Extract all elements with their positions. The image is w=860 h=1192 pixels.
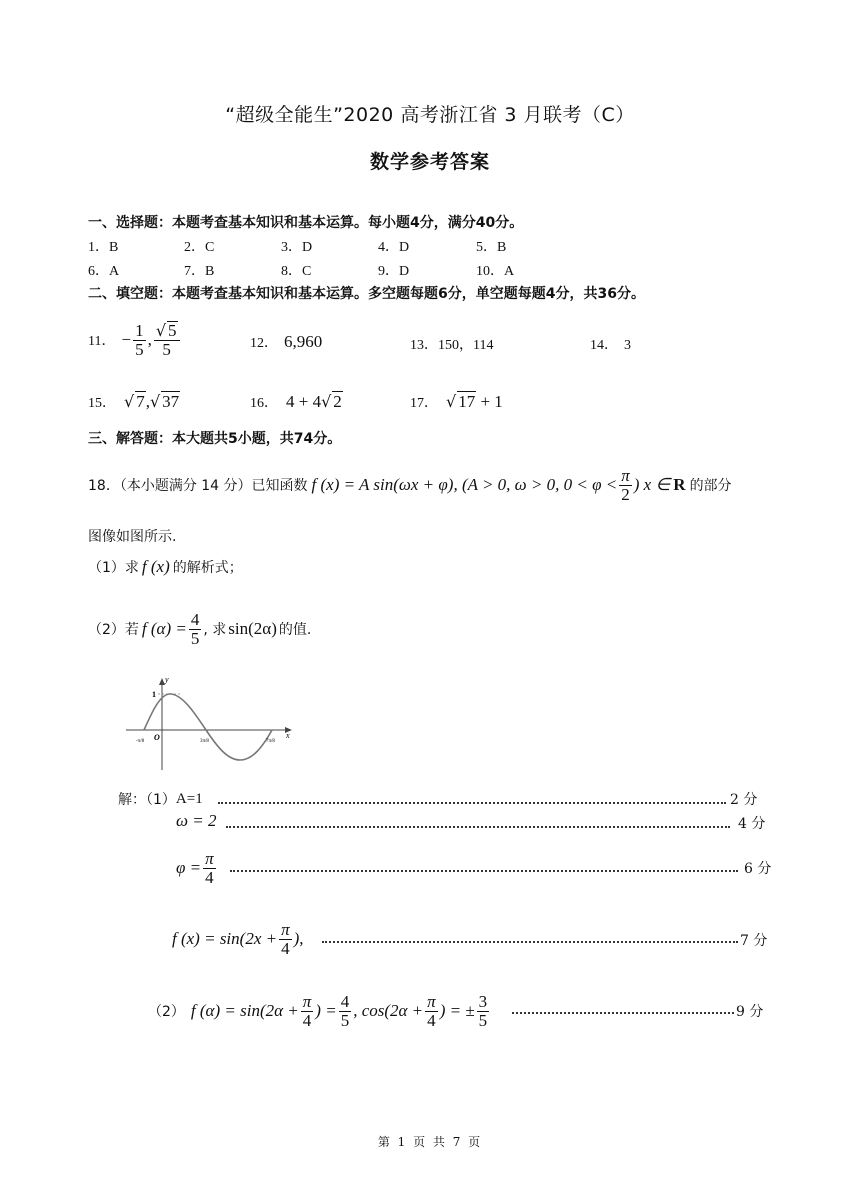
- answer-3: 3．D: [281, 240, 313, 255]
- answer-1: 1．B: [88, 240, 119, 255]
- section-3-heading: 三、解答题：本大题共5小题，共74分。: [88, 431, 342, 447]
- solution-line-3: φ = $\frac{\pi}{4}$: [176, 848, 214, 887]
- x-tick-3: 7π/8: [266, 739, 275, 744]
- answer-16: 16． 4 + 4√ 2: [250, 392, 342, 411]
- answer-11: 11． − $\frac{1}{5}$ , $\frac{√ 5}{5}$: [88, 318, 182, 362]
- leader-dots-5: [512, 1012, 734, 1014]
- answer-17: 17． √ 17 + 1: [410, 392, 503, 411]
- solution-line-2: ω = 2: [176, 811, 217, 830]
- score-3: 6 分: [744, 861, 772, 877]
- x-tick-1: -π/8: [136, 739, 145, 744]
- question-18-statement: 18．（本小题满分 14 分）已知函数 f (x) = A sin(ωx + φ), (A > 0, ω > 0, 0 < φ < $\frac{\pi}{2}$ ) x ∈ R 的部分: [88, 465, 732, 504]
- answer-8: 8．C: [281, 264, 312, 279]
- score-1: 2 分: [730, 792, 758, 808]
- answer-7: 7．B: [184, 264, 215, 279]
- section-2-heading: 二、填空题：本题考查基本知识和基本运算。多空题每题6分，单空题每题4分，共36分。: [88, 286, 645, 302]
- answer-13: 13．150，114: [410, 338, 494, 353]
- solution-part-2: （2） f (α) = sin(2α + $\frac{\pi}{4}$ ) = $\frac{4}{5}$ , cos(2α + $\frac{\pi}{4}$ ) = ± $\frac{3}{5}$: [148, 991, 488, 1030]
- score-2: 4 分: [738, 816, 766, 832]
- solution-line-4: f (x) = sin(2x + $\frac{\pi}{4}$ ),: [172, 919, 304, 958]
- score-5: 9 分: [736, 1004, 764, 1020]
- answer-14: 14． 3: [590, 338, 631, 353]
- y-tick-label: 1: [152, 690, 156, 699]
- leader-dots-2: [226, 826, 730, 828]
- answer-15: 15． √ 7,√ 37: [88, 392, 180, 411]
- answer-2: 2．C: [184, 240, 215, 255]
- leader-dots-1: [218, 802, 726, 804]
- answer-6: 6．A: [88, 264, 120, 279]
- answer-9: 9．D: [378, 264, 410, 279]
- origin-label: O: [154, 733, 160, 742]
- y-axis-label: y: [165, 675, 169, 684]
- leader-dots-4: [322, 941, 738, 943]
- score-4: 7 分: [740, 933, 768, 949]
- answer-10: 10．A: [476, 264, 515, 279]
- sine-curve: [144, 694, 272, 760]
- sine-graph: [122, 672, 302, 774]
- section-1-heading: 一、选择题：本题考查基本知识和基本运算。每小题4分，满分40分。: [88, 215, 524, 231]
- question-18-part-2: （2）若 f (α) = $\frac{4}{5}$ , 求 sin(2α) 的值.: [88, 609, 312, 648]
- answer-5: 5．B: [476, 240, 507, 255]
- document-title: “超级全能生”2020 高考浙江省 3 月联考（C）: [225, 104, 635, 126]
- question-18-statement-cont: 图像如图所示.: [88, 529, 177, 545]
- document-subtitle: 数学参考答案: [369, 151, 490, 173]
- question-18-part-1: （1）求 f (x) 的解析式；: [88, 557, 243, 576]
- leader-dots-3: [230, 870, 738, 872]
- answer-4: 4．D: [378, 240, 410, 255]
- answer-12: 12． 6,960: [250, 332, 323, 351]
- x-axis-label: x: [286, 731, 290, 740]
- page-footer: 第 1 页 共 7 页: [377, 1135, 483, 1149]
- x-tick-2: 3π/8: [200, 739, 209, 744]
- solution-line-1: 解：（1） A=1: [118, 790, 203, 808]
